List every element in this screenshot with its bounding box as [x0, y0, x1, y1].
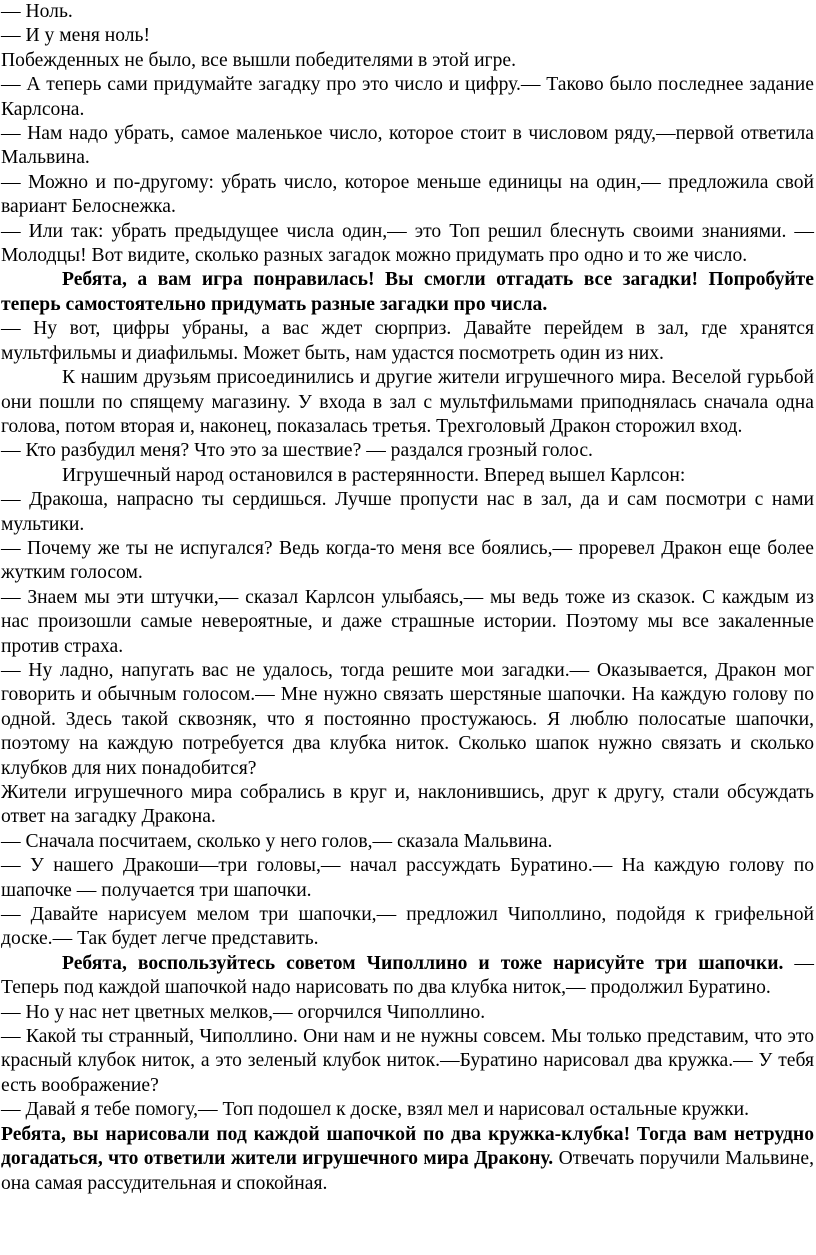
paragraph-12: Игрушечный народ остановился в растерянности. Вперед вышел Карлсон: [62, 464, 686, 486]
paragraph-10: К нашим друзьям присоединились и другие жители игрушечного мира. Веселой гурьбой они пошли по спящему магазину. У входа в зал с мультфильмами приподнялась сначала одна голова, потом вторая и, наконец, показалась третья. Трехголовый Дракон сторожил вход. [1, 367, 814, 437]
paragraph-15: — Знаем мы эти штучки,— сказал Карлсон улыбаясь,— мы ведь тоже из сказок. С каждым из нас произошли самые невероятные, и даже страшные истории. Поэтому мы все закаленные против страха. [1, 586, 814, 657]
paragraph-24: — Давай я тебе помогу,— Топ подошел к доске, взял мел и нарисовал остальные кружки. [1, 1099, 749, 1121]
paragraph-2: — И у меня ноль! [1, 25, 150, 47]
paragraph-13: — Дракоша, напрасно ты сердишься. Лучше пропусти нас в зал, да и сам посмотри с нами мультики. [1, 489, 814, 535]
paragraph-5: — Нам надо убрать, самое маленькое число, которое стоит в числовом ряду,—первой ответила Мальвина. [1, 123, 814, 169]
paragraph-6: — Можно и по-другому: убрать число, которое меньше единицы на один,— предложила свой вариант Белоснежка. [1, 171, 814, 218]
paragraph-14: — Почему же ты не испугался? Ведь когда-то меня все боялись,— проревел Дракон еще более жутким голосом. [1, 537, 814, 584]
paragraph-22: — Но у нас нет цветных мелков,— огорчился Чиполлино. [1, 1001, 486, 1023]
paragraph-9: — Ну вот, цифры убраны, а вас ждет сюрприз. Давайте перейдем в зал, где хранятся мультфильмы и диафильмы. Может быть, нам удастся посмотреть один из них. [1, 318, 814, 364]
paragraph-17: Жители игрушечного мира собрались в круг и, наклонившись, друг к другу, стали обсуждать ответ на загадку Дракона. [1, 782, 814, 828]
paragraph-21 [1, 952, 814, 1001]
paragraph-3: Побежденных не было, все вышли победителями в этой игре. [1, 49, 516, 71]
paragraph-21-text: — Теперь под каждой шапочкой надо нарисовать по два клубка ниток,— продолжил Буратино. [1, 952, 814, 999]
paragraph-4: — А теперь сами придумайте загадку про это число и цифру.— Таково было последнее задание Карлсона. [1, 74, 814, 120]
paragraph-23: — Какой ты странный, Чиполлино. Они нам и не нужны совсем. Мы только представим, что это красный клубок ниток, а это зеленый клубок ниток.—Буратино нарисовал два кружка.— У тебя есть воображение? [1, 1026, 814, 1096]
paragraph-25-bold-instruction: Ребята, вы нарисовали под каждой шапочкой по два кружка-клубка! Тогда вам нетрудно догадаться, что ответили жители игрушечного мира Дракону. [1, 1123, 814, 1170]
paragraph-25-text: Отвечать поручили Мальвине, она самая рассудительная и спокойная. [1, 1148, 814, 1194]
paragraph-1: — Ноль. [1, 1, 73, 22]
paragraph-25 [1, 1123, 814, 1196]
paragraph-20: — Давайте нарисуем мелом три шапочки,— предложил Чиполлино, подойдя к грифельной доске.— Так будет легче представить. [1, 904, 814, 950]
paragraph-21-bold-instruction: Ребята, воспользуйтесь советом Чиполлино и тоже нарисуйте три шапочки. [62, 952, 784, 974]
paragraph-8-bold-instruction: Ребята, а вам игра понравилась! Вы смогли отгадать все загадки! Попробуйте теперь самостоятельно придумать разные загадки про числа. [1, 269, 814, 315]
paragraph-19: — У нашего Дракоши—три головы,— начал рассуждать Буратино.— На каждую голову по шапочке — получается три шапочки. [1, 855, 814, 901]
paragraph-16: — Ну ладно, напугать вас не удалось, тогда решите мои загадки.— Оказывается, Дракон мог говорить и обычным голосом.— Мне нужно связать шерстяные шапочки. На каждую голову по одной. Здесь такой сквозняк, что я постоянно простужаюсь. Я люблю полосатые шапочки, поэтому на каждую потребуется два клубка ниток. Сколько шапок нужно связать и сколько клубков для них понадобится? [1, 659, 814, 779]
paragraph-7: — Или так: убрать предыдущее числа один,— это Топ решил блеснуть своими знаниями. — Молодцы! Вот видите, сколько разных загадок можно придумать про одно и то же число. [1, 220, 814, 267]
paragraph-18: — Сначала посчитаем, сколько у него голов,— сказала Мальвина. [1, 830, 553, 852]
paragraph-11: — Кто разбудил меня? Что это за шествие? — раздался грозный голос. [1, 440, 593, 462]
